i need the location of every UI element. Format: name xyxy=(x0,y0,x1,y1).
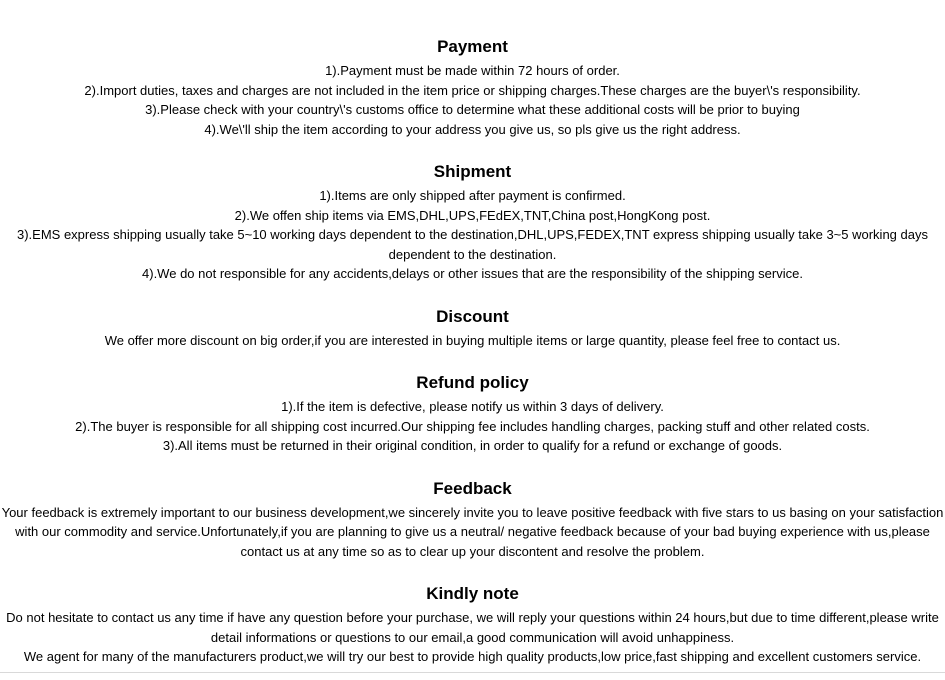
policy-line: 1).If the item is defective, please notify us within 3 days of delivery. xyxy=(281,399,664,414)
section-kindly-note xyxy=(0,583,945,667)
policy-line: 2).We offen ship items via EMS,DHL,UPS,FEdEX,TNT,China post,HongKong post. xyxy=(234,207,711,223)
policy-line: 1).Payment must be made within 72 hours of order. xyxy=(325,63,620,78)
policy-line: 2).The buyer is responsible for all shipping cost incurred.Our shipping fee includes handling charges, packing stuff and other related costs. xyxy=(75,418,870,434)
policy-line: 3).EMS express shipping usually take 5~10 working days dependent to the destination,DHL,UPS,FEDEX,TNT express shipping usually take 3~5 working days xyxy=(17,227,928,242)
section-title-payment: Payment xyxy=(437,37,508,56)
policy-line: 4).We do not responsible for any accidents,delays or other issues that are the responsibility of the shipping service. xyxy=(142,266,803,281)
section-refund-policy xyxy=(0,372,945,456)
policy-line: 4).We\'ll ship the item according to your address you give us, so pls give us the right address. xyxy=(204,121,741,137)
policy-line: Your feedback is extremely important to our business development,we sincerely invite you to leave positive feedback with five stars to us basing on your satisfaction xyxy=(1,504,944,520)
policy-line: contact us at any time so as to clear up your discontent and resolve the problem. xyxy=(240,543,705,559)
section-discount xyxy=(0,306,945,351)
policy-line: Do not hesitate to contact us any time if have any question before your purchase, we will reply your questions within 24 hours,but due to time different,please write xyxy=(6,610,939,625)
policy-line: We agent for many of the manufacturers product,we will try our best to provide high quality products,low price,fast shipping and excellent customers service. xyxy=(23,649,922,664)
policy-line: with our commodity and service.Unfortunately,if you are planning to give us a neutral/ negative feedback because of your bad buying experience with us,please xyxy=(15,524,930,539)
policy-line: 3).All items must be returned in their original condition, in order to qualify for a refund or exchange of goods. xyxy=(162,438,783,453)
policy-line: dependent to the destination. xyxy=(388,246,557,262)
policy-line: 3).Please check with your country\'s customs office to determine what these additional costs will be prior to buying xyxy=(145,102,800,117)
policy-line: We offer more discount on big order,if you are interested in buying multiple items or large quantity, please feel free to contact us. xyxy=(104,332,841,348)
section-feedback xyxy=(0,478,945,562)
policy-line: detail informations or questions to our email,a good communication will avoid unhappiness. xyxy=(210,629,735,645)
section-title-discount: Discount xyxy=(436,306,509,326)
policy-line: 2).Import duties, taxes and charges are not included in the item price or shipping charges.These charges are the buyer\'s responsibility. xyxy=(84,82,861,98)
section-title-kindly-note: Kindly note xyxy=(426,584,519,603)
policy-line: 1).Items are only shipped after payment is confirmed. xyxy=(319,188,626,203)
section-title-refund-policy: Refund policy xyxy=(416,373,529,392)
section-payment xyxy=(0,36,945,139)
section-title-shipment: Shipment xyxy=(433,162,512,181)
section-shipment xyxy=(0,161,945,284)
section-title-feedback: Feedback xyxy=(433,478,512,498)
bottom-divider xyxy=(0,672,945,673)
